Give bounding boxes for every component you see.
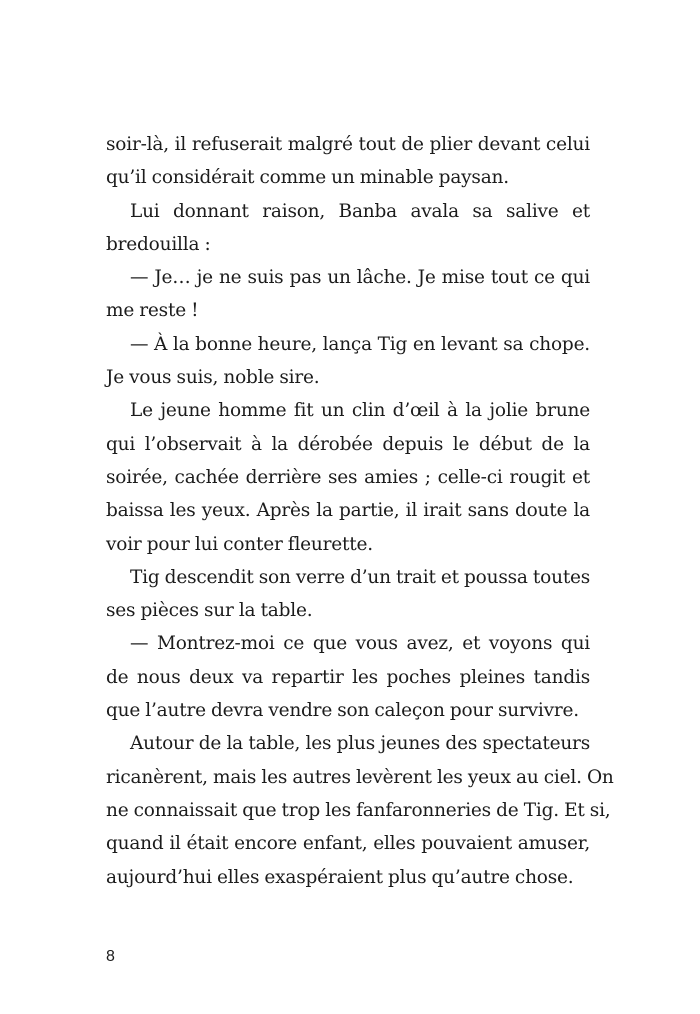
- text-line: soirée, cachée derrière ses amies ; celle-ci rougit et: [106, 466, 590, 488]
- text-line: Je vous suis, noble sire.: [106, 367, 320, 389]
- text-line: Tig descendit son verre d’un trait et poussa toutes: [130, 566, 591, 588]
- page-number: 8: [106, 948, 115, 965]
- text-line: bredouilla :: [106, 233, 211, 255]
- text-line: — Je… je ne suis pas un lâche. Je mise tout ce qui: [130, 267, 590, 289]
- text-line: quand il était encore enfant, elles pouvaient amuser,: [106, 833, 590, 855]
- text-line: me reste !: [106, 300, 199, 322]
- text-line: aujourd’hui elles exaspéraient plus qu’autre chose.: [106, 866, 574, 888]
- text-line: Autour de la table, les plus jeunes des spectateurs: [130, 733, 590, 755]
- text-line: ses pièces sur la table.: [106, 600, 313, 622]
- text-line: — Montrez-moi ce que vous avez, et voyons qui: [130, 633, 590, 655]
- body-text: [106, 128, 614, 894]
- text-line: qui l’observait à la dérobée depuis le début de la: [106, 433, 590, 455]
- text-line: voir pour lui conter fleurette.: [106, 533, 373, 555]
- text-line: ne connaissait que trop les fanfaronneries de Tig. Et si,: [106, 799, 611, 821]
- text-line: de nous deux va repartir les poches pleines tandis: [106, 666, 590, 688]
- text-line: qu’il considérait comme un minable paysan.: [106, 167, 509, 189]
- text-line: Lui donnant raison, Banba avala sa salive et: [130, 200, 590, 222]
- text-line: que l’autre devra vendre son caleçon pour survivre.: [106, 700, 579, 722]
- text-line: ricanèrent, mais les autres levèrent les yeux au ciel. On: [106, 766, 614, 788]
- text-line: Le jeune homme fit un clin d’œil à la jolie brune: [130, 400, 590, 422]
- text-line: soir-là, il refuserait malgré tout de plier devant celui: [106, 134, 590, 155]
- text-line: baissa les yeux. Après la partie, il irait sans doute la: [106, 500, 590, 522]
- text-line: — À la bonne heure, lança Tig en levant sa chope.: [130, 333, 590, 355]
